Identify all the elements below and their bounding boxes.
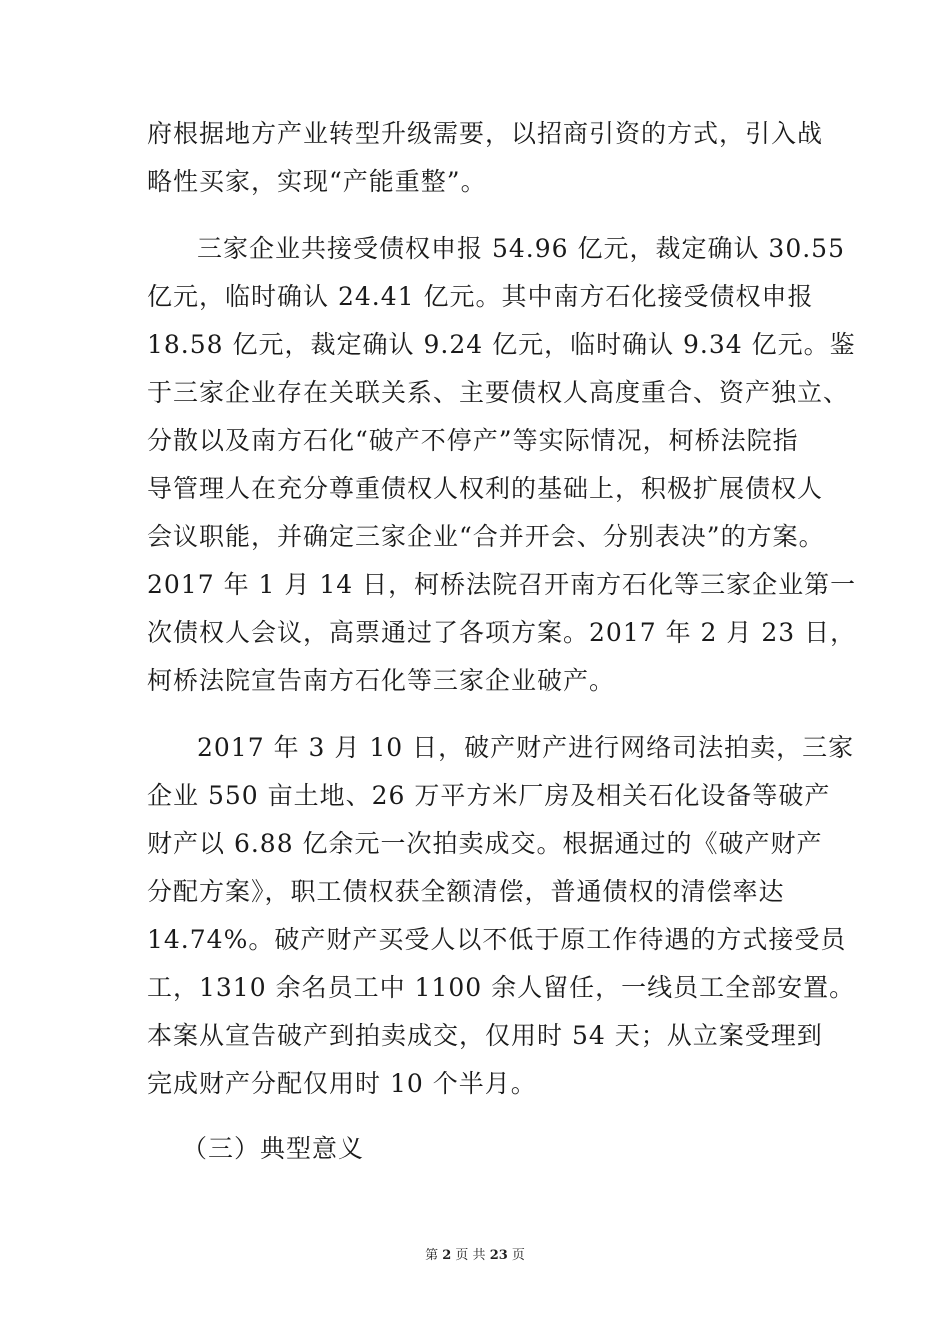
section-heading: （三）典型意义	[182, 1134, 365, 1163]
text-line: 本案从宣告破产到拍卖成交，仅用时 54 天；从立案受理到	[147, 1021, 823, 1050]
text-line: 工，1310 余名员工中 1100 余人留任，一线员工全部安置。	[147, 973, 856, 1002]
text-line: 14.74%。破产财产买受人以不低于原工作待遇的方式接受员	[147, 925, 847, 954]
text-line: 亿元，临时确认 24.41 亿元。其中南方石化接受债权申报	[147, 282, 814, 311]
total-page-count: 23	[489, 1248, 508, 1263]
text-line: 分配方案》，职工债权获全额清偿，普通债权的清偿率达	[147, 877, 785, 906]
text-line: 财产以 6.88 亿余元一次拍卖成交。根据通过的《破产财产	[147, 829, 823, 858]
page-footer	[0, 1247, 950, 1265]
text-line: 18.58 亿元，裁定确认 9.24 亿元，临时确认 9.34 亿元。鉴	[147, 330, 856, 359]
text-line: 略性买家，实现“产能重整”。	[147, 167, 487, 196]
text-line: 会议职能，并确定三家企业“合并开会、分别表决”的方案。	[147, 522, 825, 551]
text-line: 分散以及南方石化“破产不停产”等实际情况，柯桥法院指	[147, 426, 799, 455]
current-page-number: 2	[442, 1248, 452, 1263]
text-line: 柯桥法院宣告南方石化等三家企业破产。	[147, 666, 616, 695]
text-line: 府根据地方产业转型升级需要，以招商引资的方式，引入战	[147, 119, 824, 148]
text-line: 企业 550 亩土地、26 万平方米厂房及相关石化设备等破产	[147, 781, 831, 810]
text-line: 2017 年 1 月 14 日，柯桥法院召开南方石化等三家企业第一	[147, 570, 857, 599]
text-line: 2017 年 3 月 10 日，破产财产进行网络司法拍卖，三家	[197, 733, 855, 762]
footer-middle: 页 共	[455, 1248, 486, 1263]
footer-prefix: 第	[425, 1248, 439, 1263]
text-line: 完成财产分配仅用时 10 个半月。	[147, 1069, 537, 1098]
text-line: 三家企业共接受债权申报 54.96 亿元，裁定确认 30.55	[197, 234, 845, 263]
text-line: 次债权人会议，高票通过了各项方案。2017 年 2 月 23 日，	[147, 618, 857, 647]
text-line: 于三家企业存在关联关系、主要债权人高度重合、资产独立、	[147, 378, 850, 407]
footer-suffix: 页	[511, 1248, 525, 1263]
text-line: 导管理人在充分尊重债权人权利的基础上，积极扩展债权人	[147, 474, 824, 503]
